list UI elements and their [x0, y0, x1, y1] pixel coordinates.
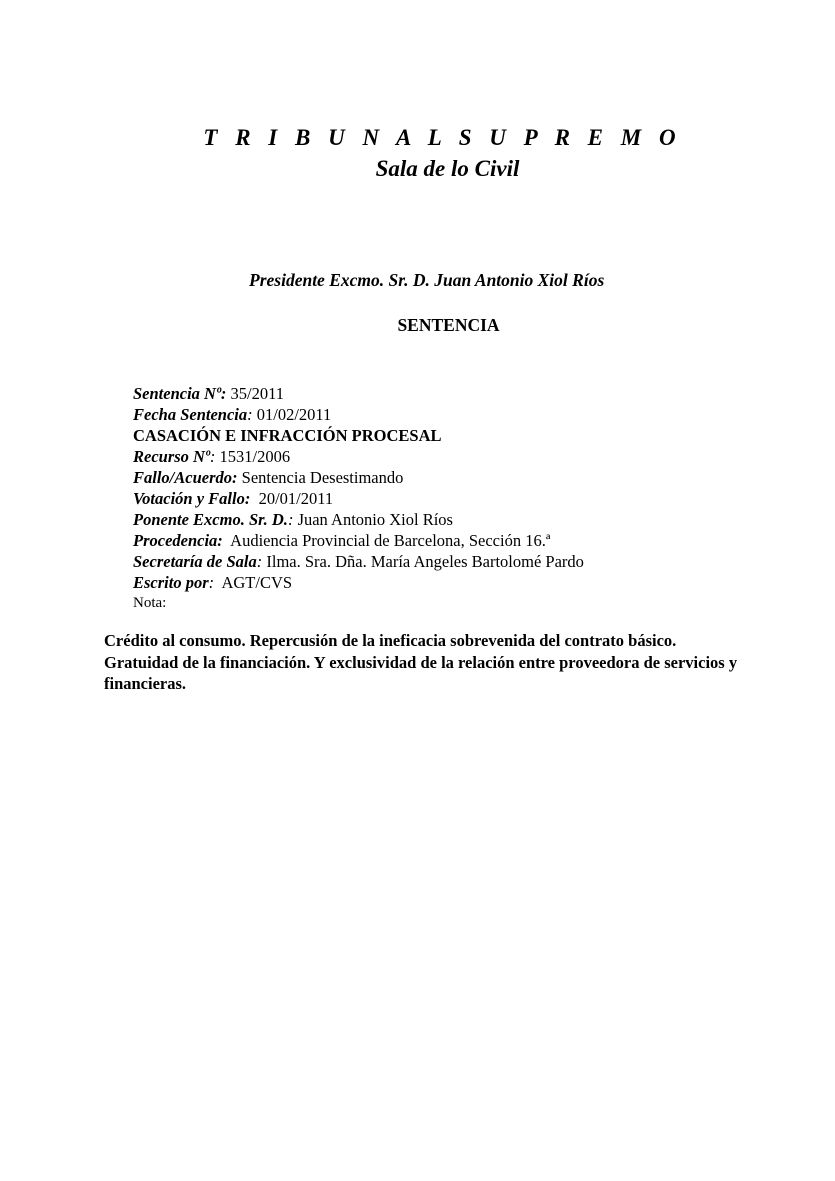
- field-fallo: [133, 467, 584, 488]
- case-metadata: [133, 383, 584, 614]
- field-nota: Nota:: [133, 595, 167, 611]
- summary-paragraph: Gratuidad de la financiación. Y exclusividad de la relación entre proveedora de servicios y financieras.: [104, 652, 738, 693]
- field-label-colon: :: [287, 510, 294, 529]
- document-heading: SENTENCIA: [397, 315, 500, 335]
- summary-paragraph: Crédito al consumo. Repercusión de la ineficacia sobrevenida del contrato básico.: [104, 631, 677, 650]
- field-label: Ponente Excmo. Sr. D.: [133, 510, 288, 529]
- field-label: Votación y Fallo:: [133, 489, 251, 508]
- field-recurso: [133, 446, 584, 467]
- field-value: 20/01/2011: [250, 489, 334, 508]
- field-procedencia: [133, 530, 584, 551]
- field-value: AGT/CVS: [214, 573, 293, 592]
- field-ponente: [133, 509, 584, 530]
- field-votacion: [133, 488, 584, 509]
- field-value: Sentencia Desestimando: [237, 468, 404, 487]
- field-sentencia-number: [133, 383, 584, 404]
- field-label: Fallo/Acuerdo:: [133, 468, 238, 487]
- field-value: 35/2011: [226, 384, 285, 403]
- field-value: 1531/2006: [215, 447, 291, 466]
- court-title: T R I B U N A L S U P R E M O: [203, 125, 682, 150]
- field-label: Secretaría de Sala: [133, 552, 257, 571]
- court-chamber: Sala de lo Civil: [375, 156, 520, 181]
- field-escrito-por: [133, 572, 584, 593]
- field-label-colon: :: [208, 573, 215, 592]
- field-label-colon: :: [247, 405, 253, 424]
- field-procedure-type: CASACIÓN E INFRACCIÓN PROCESAL: [133, 426, 442, 445]
- field-label: Sentencia Nº:: [133, 384, 227, 403]
- field-secretaria: [133, 551, 584, 572]
- case-summary: [104, 630, 744, 695]
- field-label-colon: :: [209, 447, 216, 466]
- field-label: Procedencia:: [133, 531, 223, 550]
- president-line: Presidente Excmo. Sr. D. Juan Antonio Xiol Ríos: [249, 270, 605, 290]
- field-value: Ilma. Sra. Dña. María Angeles Bartolomé Pardo: [262, 552, 584, 571]
- field-label: Escrito por: [133, 573, 209, 592]
- field-label: Recurso Nº: [133, 447, 210, 466]
- field-value: Juan Antonio Xiol Ríos: [293, 510, 453, 529]
- field-value: 01/02/2011: [252, 405, 332, 424]
- field-fecha-sentencia: [133, 404, 584, 425]
- field-value: Audiencia Provincial de Barcelona, Sección 16.ª: [222, 531, 551, 550]
- field-label-colon: :: [256, 552, 263, 571]
- field-label: Fecha Sentencia: [133, 405, 248, 424]
